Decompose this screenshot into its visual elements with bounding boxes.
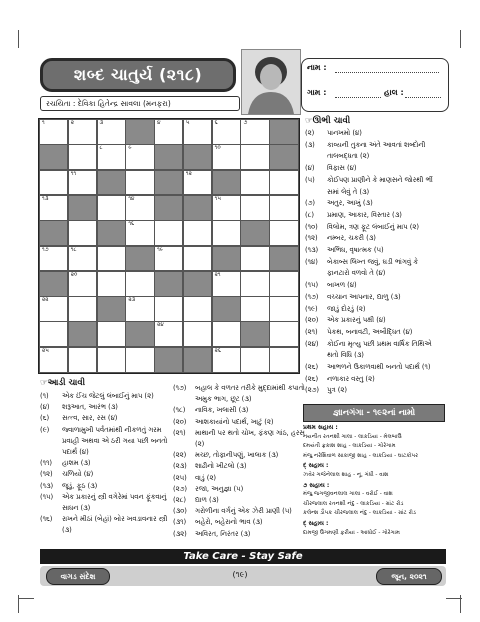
grid-cell[interactable] — [154, 119, 183, 145]
grid-cell-black — [154, 144, 183, 170]
clue-text: ગરોળીના વર્ગનું એક ઝેરી પ્રાણી (૫) — [195, 507, 292, 516]
clue-number: (૨૧) — [173, 428, 186, 437]
prize-category: પ્રથમ સહાય : — [303, 424, 338, 431]
clue-number: (૧૫) — [40, 492, 54, 501]
clue-number: (૨૭) — [305, 386, 320, 395]
clue-number: ૨૫ — [42, 347, 49, 354]
clue-number: (૨૬) — [305, 374, 319, 383]
page-number: (૧૯) — [232, 570, 248, 579]
prize-winner: મંજુ નરેશિવાળ સાકાજી શાહ - લાકડિયા - ઘાટકોપર — [303, 452, 419, 459]
prize-winner: મંજુ જગજીવનલાલ ગાલા - વરોઈ - વાશ — [303, 491, 393, 498]
grid-cell[interactable] — [68, 246, 97, 272]
clue-text: એક પ્રકારનું સ્ત્રી વગેરેમાં પવન ફૂંકવાનું — [62, 492, 167, 501]
clue-number: (૩૦) — [173, 507, 187, 516]
clue-text: બેકાબ્સ લિખ્ત જવું, ઘડી ભાંગવું કે — [327, 257, 419, 266]
grid-cell[interactable] — [39, 296, 68, 322]
clue-item — [40, 425, 170, 436]
clue-number: ૪ — [157, 120, 161, 126]
clue-text: અવિરત, નિરંતર (૩) — [195, 529, 251, 538]
grid-cell[interactable] — [212, 119, 241, 145]
clue-item — [305, 280, 450, 292]
clue-text: થતો વિધિ (૩) — [327, 351, 364, 360]
grid-cell[interactable] — [39, 321, 68, 347]
clue-item — [305, 327, 450, 339]
clue-number: ૨ — [70, 120, 74, 126]
clue-text: શાઢીનો ખીટલો (૩) — [195, 462, 247, 471]
clue-number: (૨૧) — [305, 327, 318, 336]
grid-cell-black — [269, 246, 298, 272]
clue-text: પદાર્થ (૪) — [62, 448, 89, 456]
clue-number: (૧) — [40, 392, 49, 400]
clue-item — [40, 413, 170, 424]
clue-text: શરૂઆત, આરંભ (૩) — [62, 403, 118, 412]
clue-number: (૯) — [40, 425, 50, 434]
grid-cell[interactable] — [240, 144, 269, 170]
clue-item — [305, 151, 450, 163]
grid-cell-black — [39, 271, 68, 297]
clue-item — [305, 315, 450, 327]
clue-item — [173, 517, 301, 528]
clue-number: (૨૦) — [173, 417, 187, 426]
clue-item — [305, 292, 450, 304]
grid-cell-black — [183, 195, 212, 221]
prize-winner: દામજી ઉગમણી ફરીયા - આધોઈ - ગોરેગામ — [303, 529, 400, 536]
clue-number: (૧૨) — [40, 470, 53, 479]
grid-cell-black — [97, 220, 126, 246]
clue-number: ૧૨ — [185, 170, 192, 177]
grid-cell[interactable] — [68, 296, 97, 322]
clue-text: સમાં લેવું તે (૩) — [327, 187, 370, 196]
grid-cell[interactable] — [39, 170, 68, 196]
grid-cell[interactable] — [97, 144, 126, 170]
clue-item — [40, 514, 170, 525]
clue-item — [305, 128, 450, 140]
clue-item — [305, 304, 450, 316]
clue-number: (૩) — [305, 140, 315, 149]
clue-number: ૬ — [214, 120, 218, 126]
clue-number: ૨૩ — [128, 297, 136, 304]
author-photo — [241, 49, 301, 115]
clue-number: (૧૩) — [305, 246, 319, 254]
clue-item — [305, 362, 450, 374]
grid-cell[interactable] — [269, 170, 298, 196]
clue-number: ૧૩ — [42, 195, 49, 202]
grid-cell-black — [269, 144, 298, 170]
clue-text: એક ઈંચ જેટલું લંબાઈનું માપ (૨) — [62, 392, 154, 400]
grid-cell[interactable] — [154, 246, 183, 272]
name-entry-line[interactable] — [335, 72, 439, 73]
clue-item — [40, 525, 170, 536]
clue-item — [40, 402, 170, 413]
clue-text: પ્રમાણ, આકાર, વિસ્તાર (૩) — [327, 210, 402, 219]
grid-cell-black — [240, 321, 269, 347]
clue-item — [305, 385, 450, 397]
grid-cell-black — [183, 144, 212, 170]
grid-cell[interactable] — [97, 271, 126, 297]
grid-cell[interactable] — [240, 195, 269, 221]
clue-number: ૨૦ — [70, 271, 78, 278]
clue-item — [305, 257, 450, 269]
clue-text: એક પ્રકારનું પક્ષી (૪) — [327, 316, 386, 325]
grid-cell[interactable] — [39, 246, 68, 272]
grid-cell-black — [183, 271, 212, 297]
grid-cell[interactable] — [97, 119, 126, 145]
grid-cell[interactable] — [269, 195, 298, 221]
clue-text: નમ્બર, ચકરી (૩) — [327, 234, 376, 243]
clue-number: (૨૭) — [173, 484, 188, 493]
clue-item — [173, 428, 305, 439]
clue-number: ૧૫ — [214, 195, 221, 202]
clue-text: કાવ્યની તુકના અંતે આવતાં શબ્દોની — [327, 140, 426, 149]
clue-number: ૮ — [99, 145, 103, 152]
grid-cell[interactable] — [212, 321, 241, 347]
grid-cell-black — [154, 347, 183, 373]
clue-item — [173, 394, 301, 405]
clue-number: (૨૫) — [173, 473, 187, 482]
district-entry-line[interactable] — [405, 97, 441, 98]
clue-item — [40, 436, 170, 447]
grid-cell[interactable] — [39, 119, 68, 145]
author-line: રચયિતા : દેવિકા હિતેન્દ્ર સાવલા (મનફરા) — [40, 96, 240, 111]
clue-number: ૩ — [99, 120, 104, 126]
clue-text: હાશમ (૩) — [62, 459, 91, 468]
across-clues-heading: ☞આડી ચાવી — [40, 378, 86, 388]
village-entry-line[interactable] — [335, 97, 381, 98]
clue-item — [173, 439, 301, 450]
clue-item — [40, 447, 170, 458]
grid-cell[interactable] — [39, 195, 68, 221]
clue-item — [173, 383, 305, 394]
clue-text: પુત્ર (૨) — [327, 386, 348, 395]
clue-number: ૯ — [128, 145, 132, 152]
grid-cell[interactable] — [68, 220, 97, 246]
grid-cell[interactable] — [212, 271, 241, 297]
grid-cell[interactable] — [240, 296, 269, 322]
clue-number: ૧૭ — [42, 246, 49, 253]
clue-text: વાડું (૨) — [195, 473, 217, 482]
clue-item — [40, 391, 170, 402]
clue-number: ૧ — [42, 120, 45, 126]
clue-item — [173, 495, 301, 506]
clue-text: કોઈપણ પ્રાણીને કે માણસને જોરથી ભીં — [327, 175, 433, 184]
clue-number: ૨૧ — [214, 271, 221, 278]
grid-cell[interactable] — [212, 347, 241, 373]
grid-cell-black — [68, 195, 97, 221]
grid-cell[interactable] — [68, 119, 97, 145]
clue-number: (૧૧) — [40, 459, 52, 468]
crop-mark — [460, 30, 461, 48]
clue-number: ૭ — [243, 120, 248, 126]
clue-text: જૂડું, ફૂઠ (૩) — [62, 481, 98, 490]
grid-cell-black — [212, 296, 241, 322]
clue-text: વિલોમ, ત્રણ ફૂટ લંબાઈનું માપ (૨) — [327, 222, 420, 231]
grid-cell-black — [240, 220, 269, 246]
clue-number: ૧૯ — [157, 246, 164, 253]
grid-cell[interactable] — [125, 347, 154, 373]
clue-item — [173, 506, 301, 517]
clue-number: ૧૮ — [70, 246, 77, 253]
name-label: નામ : — [307, 63, 327, 72]
grid-cell[interactable] — [97, 321, 126, 347]
clue-number: (૧૭) — [173, 384, 187, 392]
grid-cell[interactable] — [183, 296, 212, 322]
clue-number: (૧૮) — [173, 406, 186, 415]
grid-cell[interactable] — [125, 220, 154, 246]
prize-winner: દમયંતી ફ્રકાશ શાહ - લાકડિયા - ગોરેગામ — [303, 443, 396, 450]
prize-winner: કલેન્શ ડૌપક ચીરજલાલ નંદુ - લાકડિયા - ગ્રાંટ રોડ — [303, 510, 416, 517]
prize-category: દ્ સહાય : — [303, 520, 329, 527]
clue-text: સાધન (૩) — [62, 504, 91, 512]
clue-text: જ્વાળામુખી પર્વતમાંથી નીકળતું ગરમ — [62, 425, 162, 434]
grid-cell-black — [39, 144, 68, 170]
clue-item — [305, 198, 450, 210]
clue-item — [305, 268, 450, 280]
clue-item — [305, 163, 450, 175]
clue-text: તાલબદ્ધતા (૨) — [327, 152, 370, 161]
clue-text: જાડું દોરડું (૨) — [327, 304, 366, 313]
prize-winner: ચીરજલાલ રતનશી નંદુ - લાકડિયા - ગ્રાંટ રોડ — [303, 500, 404, 507]
clue-item — [40, 503, 170, 514]
grid-cell-black — [183, 347, 212, 373]
crop-mark — [18, 598, 34, 599]
clue-item — [305, 374, 450, 386]
crop-mark — [18, 30, 19, 48]
crop-mark — [446, 598, 462, 599]
grid-cell[interactable] — [240, 347, 269, 373]
clue-number: (૧૬) — [40, 515, 53, 524]
grid-cell-black — [68, 321, 97, 347]
clue-number: (૨૩) — [173, 462, 187, 471]
clue-text: રજા, અનુજ્ઞા (૫) — [195, 484, 244, 493]
grid-cell[interactable] — [240, 246, 269, 272]
clue-text: બહાલ કે વળતર તરીકે મુદ્દામાંથી કપાતો — [195, 384, 305, 392]
grid-cell[interactable] — [269, 220, 298, 246]
clue-item — [40, 492, 170, 503]
prize-winners-title: જ્ઞાનગંગા - ૧૯૨નાં નામો — [303, 404, 445, 422]
district-label: હાલ : — [384, 88, 404, 97]
clue-number: ૧૧ — [70, 170, 77, 177]
grid-cell[interactable] — [183, 220, 212, 246]
clue-number: (૧૨) — [305, 234, 318, 243]
grid-cell[interactable] — [39, 347, 68, 373]
clue-number: (૧૩) — [40, 481, 54, 490]
crossword-grid — [38, 118, 300, 374]
grid-cell[interactable] — [240, 170, 269, 196]
clue-number: (૨૪) — [305, 339, 319, 348]
grid-cell-black — [125, 246, 154, 272]
magazine-name-pill: વાગડ સંદેશ — [46, 568, 110, 585]
grid-cell[interactable] — [183, 321, 212, 347]
clue-item — [40, 458, 170, 469]
clue-number: (૨૦) — [305, 316, 319, 325]
clue-text: (૩) — [62, 526, 72, 535]
clue-item — [173, 529, 301, 540]
grid-cell-black — [154, 271, 183, 297]
grid-cell-black — [154, 195, 183, 221]
clue-number: (૪) — [40, 403, 50, 412]
grid-cell[interactable] — [154, 296, 183, 322]
prize-category: ૭ સહાય : — [303, 481, 330, 489]
grid-cell[interactable] — [183, 170, 212, 196]
grid-cell[interactable] — [68, 144, 97, 170]
clue-item — [305, 140, 450, 152]
clue-item — [40, 469, 170, 480]
grid-cell[interactable] — [212, 195, 241, 221]
grid-cell[interactable] — [97, 195, 126, 221]
clue-item — [40, 481, 170, 492]
clue-text: પેકથ, બનાવટી, અબૌદ્ધિત (૪) — [327, 327, 413, 336]
clue-number: ૧૬ — [128, 221, 135, 228]
grid-cell[interactable] — [240, 119, 269, 145]
clue-text: મચ્છ, તોફાનીપણું, ખાલાક (૩) — [195, 451, 279, 460]
clue-number: ૫ — [185, 120, 190, 126]
clue-item — [173, 473, 301, 484]
clue-item — [173, 450, 301, 461]
clue-number: (૫) — [305, 175, 315, 184]
clue-number: ૨૪ — [157, 322, 164, 329]
clue-text: પ્રવાહી અથવા એ ઠરી ગયા પછી બનતો — [62, 436, 168, 445]
grid-cell[interactable] — [269, 347, 298, 373]
clue-number: (૧૪) — [305, 257, 318, 266]
grid-cell[interactable] — [269, 296, 298, 322]
clue-number: (૩૧) — [173, 518, 187, 527]
take-care-banner: Take Care - Stay Safe — [40, 549, 446, 564]
grid-cell[interactable] — [183, 246, 212, 272]
clue-number: (૬) — [40, 414, 50, 423]
clue-item — [305, 175, 450, 187]
clue-text: સત્ત્વ, સાર, રસ (૪) — [62, 414, 118, 423]
issue-date-pill: જૂન, ૨૦૨૧ — [376, 568, 442, 585]
grid-cell[interactable] — [212, 220, 241, 246]
clue-number: ૨૨ — [42, 297, 49, 304]
clue-item — [305, 339, 450, 351]
clue-text: રાખને મીઠાં (બેહાં) બોર ખવડાવનાર સ્ત્રી — [62, 515, 168, 524]
clue-item — [173, 417, 301, 428]
puzzle-title-box — [40, 58, 236, 92]
grid-cell[interactable] — [183, 119, 212, 145]
clue-text: આશકાયાંનો પદાર્થ, ખાટું (૨) — [195, 417, 274, 426]
grid-cell[interactable] — [125, 296, 154, 322]
clue-number: ૨૬ — [214, 347, 221, 354]
grid-cell-black — [154, 170, 183, 196]
clue-text: (૨) — [195, 440, 205, 448]
clue-text: આભળને ઉકાળવાથી બનતો પદાર્થ (૧) — [327, 363, 431, 371]
grid-cell-black — [39, 220, 68, 246]
grid-cell-black — [212, 170, 241, 196]
clue-number: (૧૦) — [305, 222, 318, 231]
clue-number: (૨) — [305, 129, 315, 137]
clue-text: બહેરો, બહેરાનો ભાવ (૩) — [195, 518, 263, 527]
clue-item — [305, 245, 450, 257]
clue-item — [173, 405, 301, 416]
clue-text: અમુક ભાગ, છૂટ (૩) — [195, 395, 252, 404]
clue-text: ફાનટારો વળવો તે (૪) — [327, 269, 386, 278]
grid-cell[interactable] — [68, 170, 97, 196]
village-label: ગામ : — [307, 88, 327, 97]
grid-cell[interactable] — [68, 347, 97, 373]
grid-cell-black — [212, 246, 241, 272]
clue-item — [173, 484, 301, 495]
grid-cell[interactable] — [154, 220, 183, 246]
grid-cell-black — [97, 296, 126, 322]
clue-number: (૨૮) — [173, 496, 187, 504]
clue-item — [305, 187, 450, 199]
clue-text: અભિધ, વૃષાત્મક (૫) — [327, 246, 384, 254]
prize-category: દ્ સહાય : — [303, 462, 329, 470]
clue-number: ૧૪ — [128, 195, 135, 202]
grid-cell[interactable] — [154, 321, 183, 347]
down-clues-heading: ☞ઊભી ચાવી — [305, 116, 351, 126]
clue-number: (૨૨) — [173, 451, 187, 460]
clue-number: (૧૭) — [305, 292, 319, 301]
grid-cell-black — [125, 119, 154, 145]
clue-number: (૮) — [305, 210, 315, 219]
grid-cell[interactable] — [97, 347, 126, 373]
grid-cell-black — [97, 170, 126, 196]
grid-cell[interactable] — [125, 144, 154, 170]
clue-number: (૩૨) — [173, 529, 187, 538]
grid-cell[interactable] — [125, 170, 154, 196]
clue-text: કોઈના મૃત્યુ પછી પ્રથમ વાર્ષિક તિથિએ — [327, 339, 432, 348]
grid-cell-black — [269, 119, 298, 145]
clue-number: (૪) — [305, 164, 315, 173]
clue-text: વિફાસ (૪) — [327, 164, 357, 173]
clue-text: નાવિક, ખલાસી (૩) — [195, 406, 249, 415]
clue-text: પાનખમો (૪) — [327, 129, 362, 137]
grid-cell-black — [125, 321, 154, 347]
prize-winner: નયનીત રતનશી ગાલા - લાકડિયા - મેલબાઉ — [303, 433, 402, 440]
grid-cell[interactable] — [212, 144, 241, 170]
grid-cell[interactable] — [240, 271, 269, 297]
grid-cell[interactable] — [269, 321, 298, 347]
clue-text: ચળિયો (૪) — [62, 470, 94, 479]
grid-cell[interactable] — [125, 271, 154, 297]
clue-number: (૧૯) — [305, 304, 318, 313]
grid-cell[interactable] — [68, 271, 97, 297]
puzzle-title: શબ્દ ચાતુર્ય (૨૧૮) — [73, 65, 203, 84]
clue-text: બાખળ (૪) — [327, 281, 357, 290]
clue-item — [305, 210, 450, 222]
clue-text: દ્યાળ (૩) — [195, 496, 219, 504]
clue-item — [173, 461, 301, 472]
clue-item — [305, 350, 450, 362]
clue-item — [305, 233, 450, 245]
clue-number: ૧૦ — [214, 145, 221, 152]
clue-text: અતુર, આખું (૩) — [327, 199, 373, 208]
clue-number: (૭) — [305, 199, 316, 208]
prize-winner: ઝવેર ગજેનેલાલ શાહ - નૂ. ગંધી - વાશ — [303, 472, 389, 478]
clue-item — [305, 222, 450, 234]
clue-text: નળાકાર વસ્તુ (૨) — [327, 374, 375, 383]
clue-number: (૨૬) — [305, 363, 319, 371]
grid-cell[interactable] — [97, 246, 126, 272]
grid-cell[interactable] — [125, 195, 154, 221]
grid-cell[interactable] — [269, 271, 298, 297]
clue-text: માથાની પર થતો ચોખ, ફંકણ ગાંઠ, હરસ — [195, 428, 305, 437]
clue-number: (૧૫) — [305, 281, 319, 290]
clue-text: વચ્ચાન આપનાર, દ્યાળુ (૩) — [327, 292, 401, 301]
